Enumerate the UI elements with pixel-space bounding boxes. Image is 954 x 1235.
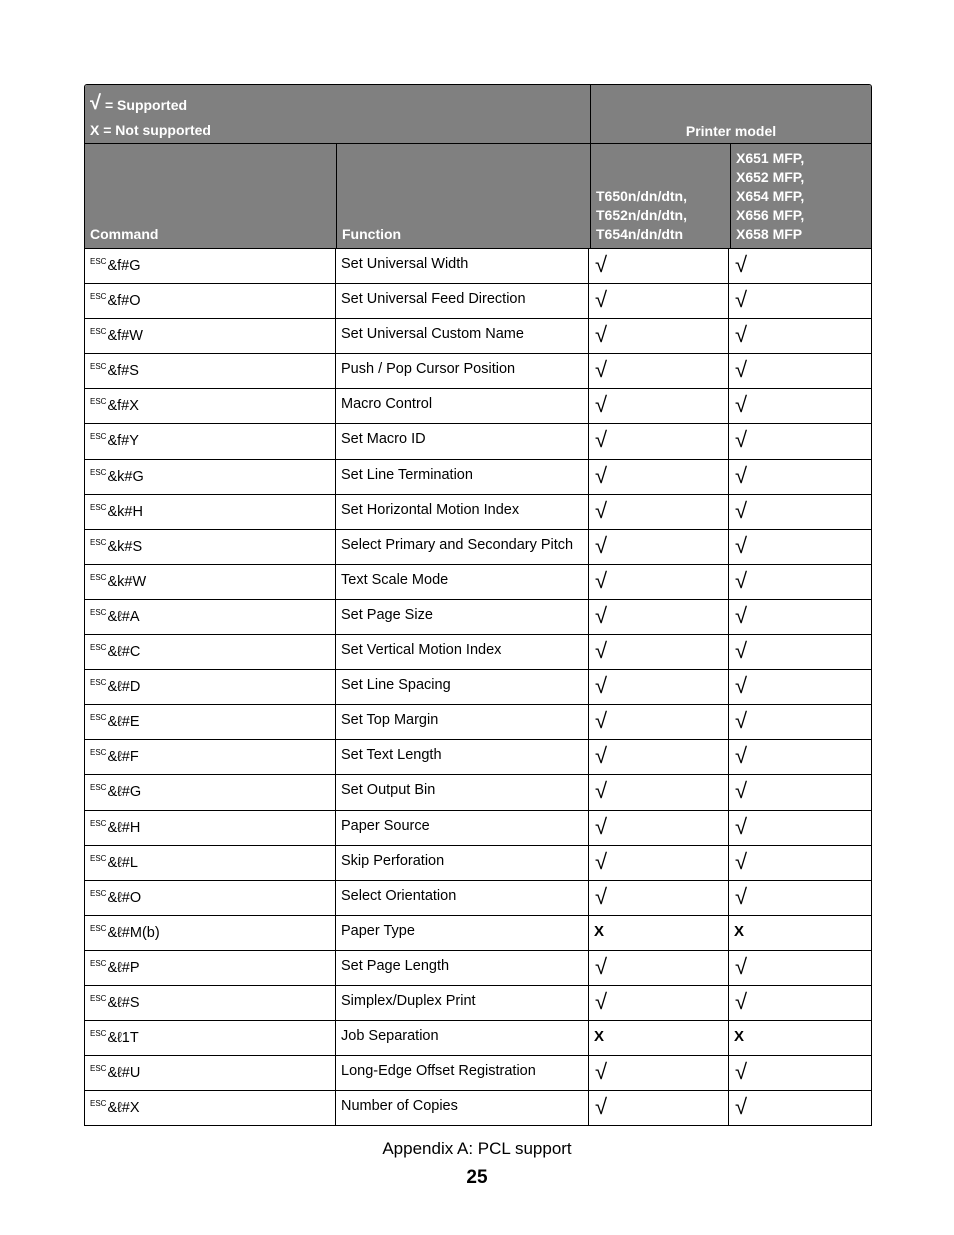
command-text: &ℓ#G [107,784,142,801]
function-cell: Set Line Termination [336,460,589,494]
check-icon: √ [595,638,608,664]
command-text: &f#G [107,258,141,274]
table-row [85,775,871,810]
check-icon: √ [735,602,748,628]
legend [85,85,591,143]
check-icon: √ [735,497,748,523]
esc-prefix: ESC [90,1064,107,1074]
function-column-header [337,144,591,248]
model-t650-support-cell [589,635,729,669]
not-supported-icon: X [594,922,605,940]
check-icon: √ [595,322,608,348]
command-cell [85,705,336,739]
command-cell [85,811,336,845]
command-cell [85,319,336,353]
command-header-label: Command [90,226,159,242]
table-body [85,249,871,1125]
command-text: &k#W [107,573,147,590]
function-cell: Skip Perforation [336,846,589,880]
check-icon: √ [595,1094,608,1120]
command-text: &ℓ#P [107,959,140,976]
pcl-command-table [84,84,872,1126]
check-icon: √ [595,743,608,769]
model-x651-support-cell [729,249,871,283]
check-icon: √ [595,848,608,874]
table-row [85,319,871,354]
command-cell [85,670,336,704]
model-x651-support-cell [729,495,871,529]
model-x651-support-cell [729,319,871,353]
command-text: &f#S [107,363,139,380]
printer-model-header [591,85,871,143]
function-cell: Set Top Margin [336,705,589,739]
function-cell: Push / Pop Cursor Position [336,354,589,388]
model-t650-support-cell [589,670,729,704]
table-row [85,1091,871,1125]
command-cell [85,565,336,599]
esc-prefix: ESC [90,257,107,266]
function-cell: Set Macro ID [336,424,589,458]
check-icon: √ [595,427,608,453]
footer-title: Appendix A: PCL support [382,1139,572,1158]
model-x651-support-cell [729,670,871,704]
model-x651-support-cell [729,460,871,494]
function-cell: Paper Source [336,811,589,845]
command-text: &ℓ#S [107,994,140,1011]
command-text: &f#Y [107,433,139,450]
table-row [85,916,871,951]
table-row [85,670,871,705]
page-number: 25 [466,1167,488,1188]
model-t650-support-cell [589,740,729,774]
model-t650-support-cell [589,705,729,739]
esc-prefix: ESC [90,643,107,653]
command-text: &ℓ#C [107,644,141,661]
check-icon: √ [735,427,748,453]
table-row [85,1056,871,1091]
model-x651-support-cell [729,775,871,809]
model-x651-support-cell [729,916,871,950]
esc-prefix: ESC [90,888,107,898]
model-x651-support-cell [729,424,871,458]
check-icon: √ [595,708,608,734]
model-t650-support-cell [589,565,729,599]
not-supported-icon: X [594,1028,605,1046]
command-text: &ℓ#L [107,854,138,871]
check-icon: √ [735,357,748,383]
table-row [85,740,871,775]
model-x651-support-cell [729,389,871,423]
esc-prefix: ESC [90,853,107,863]
command-column-header [85,144,337,248]
function-cell: Set Page Size [336,600,589,634]
table-row [85,460,871,495]
table-row [85,846,871,881]
check-icon: √ [90,92,101,114]
command-text: &ℓ#H [107,819,141,836]
model-t650-support-cell [589,495,729,529]
function-cell: Set Line Spacing [336,670,589,704]
esc-prefix: ESC [90,292,107,302]
check-icon: √ [735,322,748,348]
esc-prefix: ESC [90,818,107,828]
command-cell [85,775,336,809]
function-cell: Paper Type [336,916,589,950]
check-icon: √ [735,1094,748,1120]
model-x651-support-cell [729,740,871,774]
column-header-row [85,144,871,249]
esc-prefix: ESC [90,467,107,477]
esc-prefix: ESC [90,1029,107,1039]
model-x651-column-header [731,144,871,248]
model-t650-support-cell [589,424,729,458]
command-text: &ℓ#U [107,1065,141,1082]
esc-prefix: ESC [90,713,107,723]
esc-prefix: ESC [90,327,107,337]
esc-prefix: ESC [90,923,107,933]
model-t650-support-cell [589,389,729,423]
check-icon: √ [735,743,748,769]
esc-prefix: ESC [90,748,107,758]
legend-supported [90,93,187,113]
check-icon: √ [595,813,608,839]
model-t650-support-cell [589,530,729,564]
model-x651-header-label: X651 MFP, X652 MFP, X654 MFP, X656 MFP, X658 MFP [736,150,805,242]
esc-prefix: ESC [90,783,107,793]
command-text: &k#G [107,468,144,485]
model-x651-support-cell [729,811,871,845]
check-icon: √ [735,848,748,874]
model-t650-support-cell [589,284,729,318]
check-icon: √ [735,462,748,488]
model-t650-support-cell [589,775,729,809]
table-row [85,565,871,600]
esc-prefix: ESC [90,397,107,407]
table-row [85,811,871,846]
function-cell: Number of Copies [336,1091,589,1125]
command-cell [85,389,336,423]
model-x651-support-cell [729,635,871,669]
esc-prefix: ESC [90,607,107,617]
function-cell: Simplex/Duplex Print [336,986,589,1020]
check-icon: √ [595,392,608,418]
command-text: &f#X [107,398,139,415]
model-x651-support-cell [729,1056,871,1090]
check-icon: √ [595,497,608,523]
function-cell: Set Vertical Motion Index [336,635,589,669]
table-row [85,1021,871,1056]
model-t650-support-cell [589,249,729,283]
command-cell [85,916,336,950]
command-cell [85,600,336,634]
function-cell: Macro Control [336,389,589,423]
table-row [85,495,871,530]
command-text: &k#H [107,503,143,520]
function-cell: Select Primary and Secondary Pitch [336,530,589,564]
model-t650-support-cell [589,1091,729,1125]
command-text: &ℓ#E [107,714,140,731]
legend-supported-text: = Supported [104,97,188,113]
command-cell [85,460,336,494]
model-t650-support-cell [589,916,729,950]
check-icon: √ [595,567,608,593]
model-x651-support-cell [729,354,871,388]
model-x651-support-cell [729,846,871,880]
table-row [85,424,871,459]
command-text: &ℓ#D [107,679,141,696]
model-t650-column-header [591,144,731,248]
esc-prefix: ESC [90,572,107,582]
check-icon: √ [735,1059,748,1085]
command-text: &ℓ#X [107,1100,140,1117]
check-icon: √ [595,953,608,979]
table-row [85,705,871,740]
not-supported-icon: X [734,922,745,940]
command-cell [85,284,336,318]
check-icon: √ [735,953,748,979]
model-x651-support-cell [729,1021,871,1055]
command-text: &ℓ1T [107,1030,139,1047]
function-cell: Set Horizontal Motion Index [336,495,589,529]
model-t650-support-cell [589,986,729,1020]
function-cell: Set Page Length [336,951,589,985]
model-x651-support-cell [729,284,871,318]
esc-prefix: ESC [90,958,107,968]
model-t650-support-cell [589,846,729,880]
table-row [85,530,871,565]
check-icon: √ [595,602,608,628]
command-cell [85,495,336,529]
command-cell [85,986,336,1020]
command-cell [85,1091,336,1125]
function-cell: Job Separation [336,1021,589,1055]
command-cell [85,740,336,774]
check-icon: √ [735,883,748,909]
table-row [85,284,871,319]
model-t650-support-cell [589,354,729,388]
check-icon: √ [735,567,748,593]
model-x651-support-cell [729,565,871,599]
model-t650-support-cell [589,881,729,915]
model-t650-support-cell [589,460,729,494]
table-row [85,389,871,424]
check-icon: √ [595,883,608,909]
command-text: &ℓ#O [107,889,142,906]
check-icon: √ [735,532,748,558]
check-icon: √ [595,532,608,558]
command-text: &ℓ#M(b) [107,924,160,941]
command-cell [85,1056,336,1090]
command-text: &k#S [107,538,143,555]
function-header-label: Function [342,226,402,242]
esc-prefix: ESC [90,1099,107,1109]
table-row [85,635,871,670]
check-icon: √ [735,287,748,313]
check-icon: √ [735,988,748,1014]
check-icon: √ [735,392,748,418]
model-x651-support-cell [729,951,871,985]
esc-prefix: ESC [90,362,107,372]
model-x651-support-cell [729,1091,871,1125]
printer-model-label: Printer model [685,123,777,139]
command-cell [85,530,336,564]
command-cell [85,424,336,458]
check-icon: √ [595,1059,608,1085]
check-icon: √ [595,357,608,383]
esc-prefix: ESC [90,432,107,442]
function-cell: Long-Edge Offset Registration [336,1056,589,1090]
function-cell: Set Text Length [336,740,589,774]
check-icon: √ [595,988,608,1014]
table-row [85,600,871,635]
check-icon: √ [595,287,608,313]
function-cell: Set Universal Width [336,249,589,283]
esc-prefix: ESC [90,502,107,512]
function-cell: Set Universal Custom Name [336,319,589,353]
function-cell: Text Scale Mode [336,565,589,599]
function-cell: Set Output Bin [336,775,589,809]
table-row [85,354,871,389]
command-text: &f#W [107,328,143,345]
command-text: &ℓ#F [107,749,139,766]
check-icon: √ [735,638,748,664]
table-row [85,881,871,916]
model-x651-support-cell [729,530,871,564]
command-cell [85,881,336,915]
check-icon: √ [735,252,748,277]
model-x651-support-cell [729,881,871,915]
esc-prefix: ESC [90,537,107,547]
model-t650-support-cell [589,951,729,985]
esc-prefix: ESC [90,678,107,688]
command-cell [85,249,336,283]
model-x651-support-cell [729,986,871,1020]
model-t650-support-cell [589,1056,729,1090]
model-x651-support-cell [729,600,871,634]
check-icon: √ [735,813,748,839]
check-icon: √ [595,778,608,804]
check-icon: √ [595,673,608,699]
legend-not-supported-text: X = Not supported [90,122,211,138]
model-t650-support-cell [589,600,729,634]
check-icon: √ [735,708,748,734]
command-cell [85,1021,336,1055]
check-icon: √ [595,252,608,277]
command-text: &f#O [107,293,141,310]
command-cell [85,951,336,985]
command-cell [85,635,336,669]
check-icon: √ [735,673,748,699]
legend-row [85,85,871,144]
function-cell: Select Orientation [336,881,589,915]
table-row [85,986,871,1021]
check-icon: √ [735,778,748,804]
table-row [85,249,871,284]
check-icon: √ [595,462,608,488]
esc-prefix: ESC [90,993,107,1003]
model-t650-support-cell [589,1021,729,1055]
function-cell: Set Universal Feed Direction [336,284,589,318]
model-t650-support-cell [589,811,729,845]
model-t650-header-label: T650n/dn/dtn, T652n/dn/dtn, T654n/dn/dtn [596,188,687,242]
model-t650-support-cell [589,319,729,353]
table-row [85,951,871,986]
command-cell [85,846,336,880]
command-cell [85,354,336,388]
model-x651-support-cell [729,705,871,739]
command-text: &ℓ#A [107,608,140,625]
not-supported-icon: X [734,1028,745,1046]
